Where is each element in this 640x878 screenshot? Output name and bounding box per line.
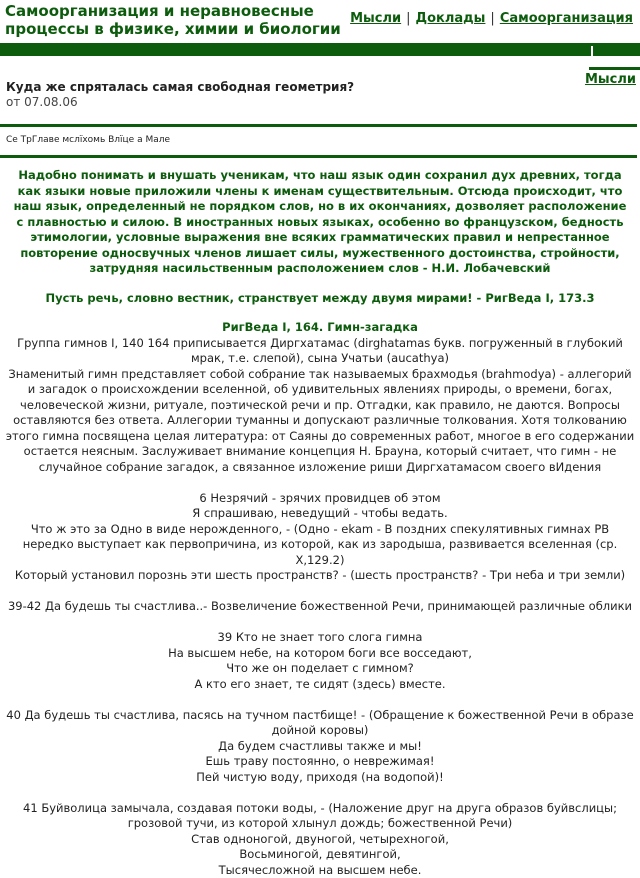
article-title: Куда же спряталась самая свободная геометрия? [6, 80, 354, 94]
epigraph-lobachevsky: Надобно понимать и внушать ученикам, что наш язык один сохранил дух древних, тогда как языки новые приложили члены к именам существительным. Отсюда происходит, что наш язык, определенный не порядком слов, но в их окончаниях, дозволяет расположение с плавностью и силою. В иностранных новых языках, особенно во французском, бедность этимологии, условные выражения вне всяких грамматических правил и непрестанное повторение односвучных членов лишает силы, мужественного достоинства, стройности, затрудняя насильственным расположением слов - Н.И. Лобачевский [12, 168, 628, 277]
verse-line: А кто его знает, те сидят (здесь) вместе. [4, 677, 636, 693]
verse-line: 39 Кто не знает того слога гимна [4, 630, 636, 646]
header-bar [0, 43, 640, 56]
top-nav [350, 11, 633, 26]
site-header [0, 0, 640, 44]
verse-line: 39-42 Да будешь ты счастлива..- Возвеличение божественной Речи, принимающей различные облики [4, 599, 636, 615]
epigraph-rigveda: Пусть речь, словно вестник, странствует между двумя мирами! - РигВеда I, 173.3 [12, 291, 628, 305]
nav-link-reports[interactable]: Доклады [416, 11, 486, 26]
intro-paragraph: Знаменитый гимн представляет собой собрание так называемых брахмодья (brahmodya) - аллегорий и загадок о происхождении вселенной, об удивительных явлениях природы, о времени, богах, человеческой жизни, ритуале, поэтической речи и пр. Отгадки, как правило, не даются. Вопросы оставляются без ответа. Аллегории туманны и допускают различные толкования. Хотя толкованию этого гимна посвящена целая литература: от Саяны до современных работ, многое в его содержании остается неясным. Заслуживает внимание концепция Н. Брауна, который считает, что гимн - не случайное собрание загадок, а связанное изложение риши Диргхатамасом своего вИдения [4, 367, 636, 476]
verse-line: Который установил порознь эти шесть пространств? - (шесть пространств? - Три неба и три земли) [4, 568, 636, 584]
nav-separator: | [485, 11, 499, 26]
intro-paragraph: Группа гимнов I, 140 164 приписывается Диргхатамас (dirghatamas букв. погруженный в глубокий мрак, т.е. слепой), сына Учатьи (aucathya) [4, 336, 636, 367]
nav-link-selforganization[interactable]: Самоорганизация [500, 11, 633, 26]
verse-line: Я спрашиваю, неведущий - чтобы ведать. [4, 506, 636, 522]
article-body [4, 320, 636, 878]
article-byline: Се ТрГлаве мслїхомь Влїце а Мале [6, 135, 170, 145]
verse-line: Что ж это за Одно в виде нерожденного, - (Одно - ekam - В поздних спекулятивных гимнах РВ нередко выступает как первопричина, из которой, как из зародыша, развивается вселенная (ср. X,129.2) [4, 522, 636, 569]
verse-line: Да будем счастливы также и мы! [4, 739, 636, 755]
site-title: Самоорганизация и неравновесные процессы в физике, химии и биологии [5, 2, 365, 38]
verse-line: Став одноногой, двуногой, четырехногой, [4, 832, 636, 848]
verse-line: 40 Да будешь ты счастлива, пасясь на тучном пастбище! - (Обращение к божественной Речи в образе дойной коровы) [4, 708, 636, 739]
header-bar-tick [591, 46, 593, 56]
nav-link-thoughts[interactable]: Мысли [350, 11, 401, 26]
side-link-thoughts[interactable]: Мысли [585, 72, 636, 87]
verse-line: 41 Буйволица замычала, создавая потоки воды, - (Наложение друг на друга образов буйвслицы; грозовой тучи, из которой хлынул дождь; божественной Речи) [4, 801, 636, 832]
article-date: от 07.08.06 [6, 95, 78, 109]
divider [0, 155, 637, 158]
section-heading: РигВеда I, 164. Гимн-загадка [4, 320, 636, 336]
verse-line: Тысячесложной на высшем небе. [4, 863, 636, 878]
verse-line: Что же он поделает с гимном? [4, 661, 636, 677]
verse-line: Восьминогой, девятингой, [4, 847, 636, 863]
side-rule [589, 67, 640, 70]
verse-line: Пей чистую воду, приходя (на водопой)! [4, 770, 636, 786]
verse-line: Ешь траву постоянно, о неврежимая! [4, 754, 636, 770]
nav-separator: | [401, 11, 415, 26]
verse-line: 6 Незрячий - зрячих провидцев об этом [4, 491, 636, 507]
verse-line: На высшем небе, на котором боги все восседают, [4, 646, 636, 662]
divider [0, 124, 637, 127]
